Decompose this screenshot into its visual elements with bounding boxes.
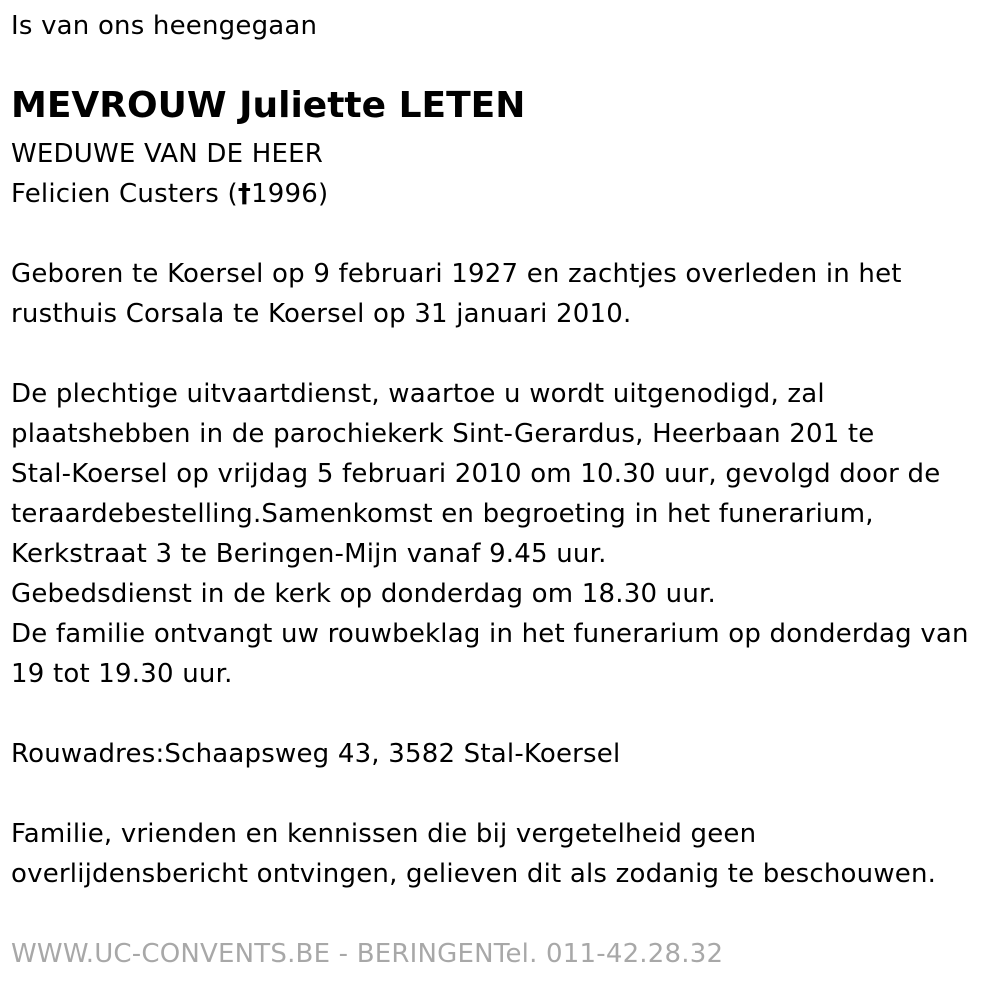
husband-line <box>11 174 328 214</box>
intro-text: Is van ons heengegaan <box>11 11 318 41</box>
paragraph-line: plaatshebben in de parochiekerk Sint-Gerardus, Heerbaan 201 te <box>11 419 875 449</box>
paragraph-line: Familie, vrienden en kennissen die bij vergetelheid geen <box>11 819 757 849</box>
paragraph-line: Gebedsdienst in de kerk op donderdag om 18.30 uur. <box>11 579 716 609</box>
widow-of-label: WEDUWE VAN DE HEER <box>11 139 323 169</box>
paragraph-line: De familie ontvangt uw rouwbeklag in het funerarium op donderdag van <box>11 619 969 649</box>
paragraph-line: De plechtige uitvaartdienst, waartoe u wordt uitgenodigd, zal <box>11 379 825 409</box>
paragraph-line: Rouwadres:Schaapsweg 43, 3582 Stal-Koersel <box>11 739 621 769</box>
husband-death-year: 1996) <box>251 179 329 209</box>
cross-icon: † <box>237 179 252 209</box>
birth-death-paragraph <box>11 254 902 334</box>
paragraph-line: 19 tot 19.30 uur. <box>11 659 233 689</box>
notice-paragraph <box>11 814 936 894</box>
funeral-service-paragraph <box>11 374 969 694</box>
deceased-name: MEVROUW Juliette LETEN <box>11 85 526 126</box>
paragraph-line: Stal-Koersel op vrijdag 5 februari 2010 om 10.30 uur, gevolgd door de <box>11 459 941 489</box>
paragraph-line: teraardebestelling.Samenkomst en begroeting in het funerarium, <box>11 499 874 529</box>
husband-name: Felicien Custers ( <box>11 179 238 209</box>
paragraph-line: rusthuis Corsala te Koersel op 31 januari 2010. <box>11 299 632 329</box>
paragraph-line: Geboren te Koersel op 9 februari 1927 en zachtjes overleden in het <box>11 259 902 289</box>
paragraph-line: Kerkstraat 3 te Beringen-Mijn vanaf 9.45 uur. <box>11 539 607 569</box>
paragraph-line: overlijdensbericht ontvingen, gelieven dit als zodanig te beschouwen. <box>11 859 937 889</box>
footer-contact: WWW.UC-CONVENTS.BE - BERINGENTel. 011-42.28.32 <box>11 939 724 969</box>
mourning-address-paragraph <box>11 734 620 774</box>
